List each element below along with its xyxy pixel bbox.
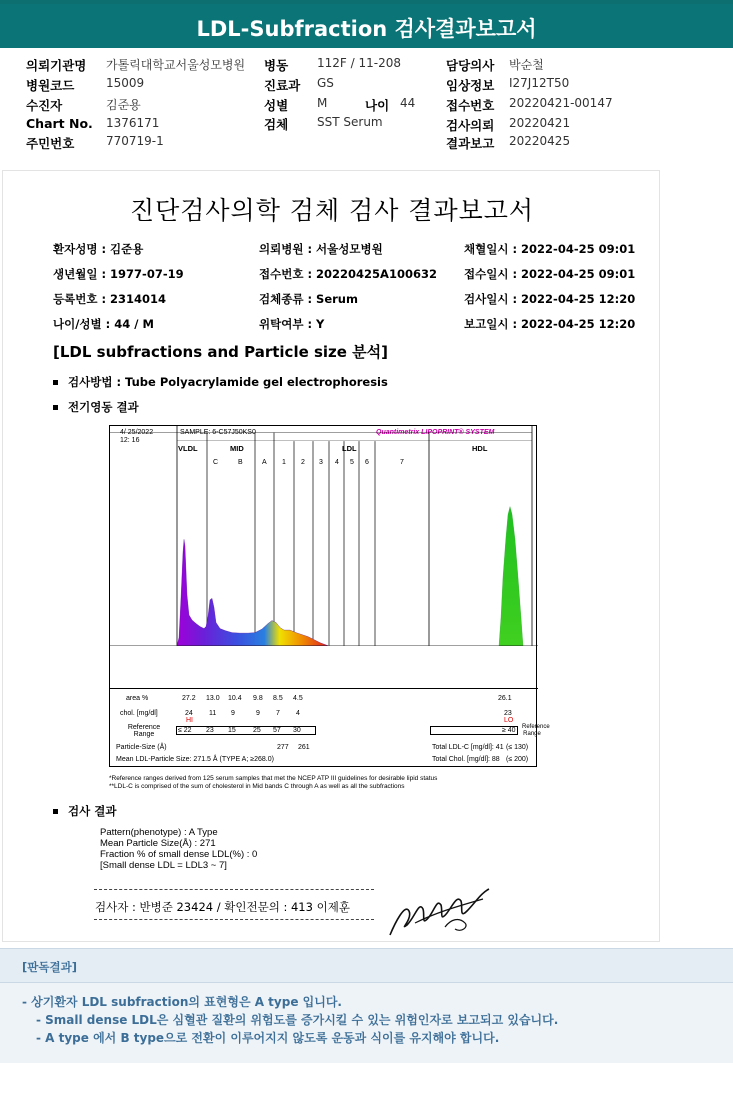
total-ldl-ref: (≤ 130) xyxy=(506,744,529,751)
total-ldl-c: Total LDL-C [mg/dl]: 41 xyxy=(432,744,504,751)
band-1: 1 xyxy=(282,459,286,466)
hdl-ref-value: ≥ 40 xyxy=(502,727,516,734)
rows-divider xyxy=(110,688,538,689)
chol-value: 11 xyxy=(209,710,217,717)
result-heading: 검사 결과 xyxy=(68,804,117,818)
label-hospital-code: 병원코드 xyxy=(26,78,75,93)
judgement-panel xyxy=(0,948,733,1063)
area-value: 13.0 xyxy=(206,695,220,702)
value-chart-no: 1376171 xyxy=(106,116,160,130)
value-resident-no: 770719-1 xyxy=(106,134,164,148)
divider-bottom xyxy=(94,919,374,920)
label-patient: 수진자 xyxy=(26,98,63,113)
value-receipt-no: 20220421-00147 xyxy=(509,96,613,110)
value-hospital-code: 15009 xyxy=(106,76,145,90)
divider-top xyxy=(94,889,374,890)
size-value: 261 xyxy=(298,744,310,751)
chart-time: 12: 16 xyxy=(120,437,140,444)
ref-value: 25 xyxy=(253,727,261,734)
label-chart-no: Chart No. xyxy=(26,116,93,131)
area-value: 4.5 xyxy=(293,695,303,702)
hdl-flag-lo: LO xyxy=(504,717,514,724)
chol-value: 24 xyxy=(185,710,193,717)
chol-value: 7 xyxy=(276,710,280,717)
label-sex: 성별 xyxy=(264,98,289,113)
value-institution: 가톨릭대학교서울성모병원 xyxy=(106,58,246,72)
value-ward: 112F / 11-208 xyxy=(317,56,401,70)
chart-date: 4/ 25/2022 xyxy=(120,429,154,436)
judgement-line-3: - A type 에서 B type으로 전환이 이루어지지 않도록 운동과 식이를 유지해야 합니다. xyxy=(36,1031,500,1045)
result-fraction: Fraction % of small dense LDL(%) : 0 xyxy=(100,849,258,860)
value-doctor: 박순철 xyxy=(509,58,544,72)
row-label-mean: Mean LDL-Particle Size: 271.5 Å (TYPE A; ≥268.0) xyxy=(116,756,274,763)
chol-flag-hi: HI xyxy=(186,717,193,724)
result-sdldl-def: [Small dense LDL = LDL3 ~ 7] xyxy=(100,860,227,871)
value-request-date: 20220421 xyxy=(509,116,571,130)
hdl-chol-value: 23 xyxy=(504,710,512,717)
receipt-time: 접수일시 : 2022-04-25 09:01 xyxy=(464,267,636,281)
report-time: 보고일시 : 2022-04-25 12:20 xyxy=(464,317,636,331)
patient-birthdate: 생년월일 : 1977-07-19 xyxy=(53,267,184,281)
row-label-chol: chol. [mg/dl] xyxy=(120,710,158,717)
region-mid: MID xyxy=(230,444,244,453)
hdl-area-value: 26.1 xyxy=(498,695,512,702)
handwritten-signature xyxy=(385,883,495,943)
report-title: 진단검사의학 검체 검사 결과보고서 xyxy=(129,196,535,225)
page-title: LDL-Subfraction 검사결과보고서 xyxy=(196,17,537,41)
chart-brand: Quantimetrix LIPOPRINT® SYSTEM xyxy=(376,429,495,436)
judgement-header xyxy=(0,949,733,983)
consignment: 위탁여부 : Y xyxy=(259,317,325,331)
region-hdl: HDL xyxy=(472,444,488,453)
label-age: 나이 xyxy=(365,98,390,113)
test-time: 검사일시 : 2022-04-25 12:20 xyxy=(464,292,636,306)
total-chol-ref: (≤ 200) xyxy=(506,756,529,763)
electro-bullet xyxy=(53,399,139,415)
electrophoresis-chart xyxy=(109,425,550,767)
band-2: 2 xyxy=(301,459,305,466)
patient-age-sex: 나이/성별 : 44 / M xyxy=(53,317,154,331)
result-lines xyxy=(100,827,257,871)
band-4: 4 xyxy=(335,459,339,466)
value-department: GS xyxy=(317,76,334,90)
region-vldl: VLDL xyxy=(178,444,198,453)
judgement-line-2: - Small dense LDL은 심혈관 질환의 위험도를 증가시킬 수 있는 위험인자로 보고되고 있습니다. xyxy=(36,1013,559,1027)
chart-footnotes xyxy=(109,775,437,791)
report-document xyxy=(2,170,660,942)
area-value: 10.4 xyxy=(228,695,242,702)
label-report-date: 결과보고 xyxy=(446,136,495,151)
specimen-type: 검체종류 : Serum xyxy=(259,292,358,306)
result-bullet xyxy=(53,803,116,819)
signature-line: 검사자 : 반병준 23424 / 확인전문의 : 413 이제훈 xyxy=(95,900,350,914)
ref-value: 23 xyxy=(206,727,214,734)
bullet-icon xyxy=(53,809,58,814)
hdl-peak-curve xyxy=(499,507,523,646)
chol-value: 4 xyxy=(296,710,300,717)
label-specimen: 검체 xyxy=(264,117,289,132)
value-report-date: 20220425 xyxy=(509,134,571,148)
ref-value: ≤ 22 xyxy=(178,727,192,734)
result-pattern: Pattern(phenotype) : A Type xyxy=(100,827,218,838)
title-bar xyxy=(0,0,733,48)
band-c: C xyxy=(213,459,219,466)
label-department: 진료과 xyxy=(264,78,301,93)
chol-value: 9 xyxy=(256,710,260,717)
band-6: 6 xyxy=(365,459,369,466)
label-resident-no: 주민번호 xyxy=(26,136,75,151)
band-7: 7 xyxy=(400,459,404,466)
band-a: A xyxy=(262,459,267,466)
label-institution: 의뢰기관명 xyxy=(26,58,87,73)
bullet-icon xyxy=(53,380,58,385)
electro-text: 전기영동 결과 xyxy=(68,400,139,414)
label-request-date: 검사의뢰 xyxy=(446,118,495,133)
row-label-ref: Reference Range xyxy=(127,724,161,738)
size-value: 277 xyxy=(277,744,289,751)
value-clinical-info: I27J12T50 xyxy=(509,76,570,90)
section-title: [LDL subfractions and Particle size 분석] xyxy=(53,343,389,361)
value-specimen: SST Serum xyxy=(317,115,383,129)
label-receipt-no: 접수번호 xyxy=(446,98,495,113)
hdl-ref-label: Reference Range xyxy=(522,724,550,737)
row-label-area: area % xyxy=(126,695,149,702)
total-chol: Total Chol. [mg/dl]: 88 xyxy=(432,756,500,763)
band-b: B xyxy=(238,459,243,466)
judgement-line-1: - 상기환자 LDL subfraction의 표현형은 A type 입니다. xyxy=(22,995,342,1009)
value-sex: M xyxy=(317,96,328,110)
value-patient: 김준용 xyxy=(106,98,141,112)
ref-value: 57 xyxy=(273,727,281,734)
label-ward: 병동 xyxy=(264,58,289,73)
ref-value: 15 xyxy=(228,727,236,734)
chart-svg xyxy=(110,426,538,688)
bullet-icon xyxy=(53,405,58,410)
method-text: 검사방법 : Tube Polyacrylamide gel electrophoresis xyxy=(68,375,388,389)
method-bullet xyxy=(53,374,388,390)
value-age: 44 xyxy=(400,96,416,110)
region-ldl: LDL xyxy=(342,444,357,453)
patient-name: 환자성명 : 김준용 xyxy=(53,242,144,256)
patient-reg-no: 등록번호 : 2314014 xyxy=(53,292,167,306)
referring-hospital: 의뢰병원 : 서울성모병원 xyxy=(259,242,383,256)
area-value: 27.2 xyxy=(182,695,196,702)
ldl-profile-curve xyxy=(177,539,328,645)
collection-time: 채혈일시 : 2022-04-25 09:01 xyxy=(464,242,636,256)
area-value: 9.8 xyxy=(253,695,263,702)
label-clinical-info: 임상정보 xyxy=(446,78,495,93)
judgement-title: [판독결과] xyxy=(22,960,77,974)
footnote-2: **LDL-C is comprised of the sum of cholesterol in Mid bands C through A as well as all the subfractions xyxy=(109,783,405,790)
label-doctor: 담당의사 xyxy=(446,58,495,73)
receipt-number: 접수번호 : 20220425A100632 xyxy=(259,267,437,281)
band-3: 3 xyxy=(319,459,323,466)
ref-value: 30 xyxy=(293,727,301,734)
chol-value: 9 xyxy=(231,710,235,717)
band-5: 5 xyxy=(350,459,354,466)
row-label-size: Particle-Size (Å) xyxy=(116,744,167,751)
result-mean-size: Mean Particle Size(Å) : 271 xyxy=(100,838,216,849)
area-value: 8.5 xyxy=(273,695,283,702)
footnote-1: *Reference ranges derived from 125 serum samples that met the NCEP ATP III guidelines for desirable lipid status xyxy=(109,775,438,782)
chart-sample: SAMPLE: 6-C57J50KS0 xyxy=(180,429,256,436)
